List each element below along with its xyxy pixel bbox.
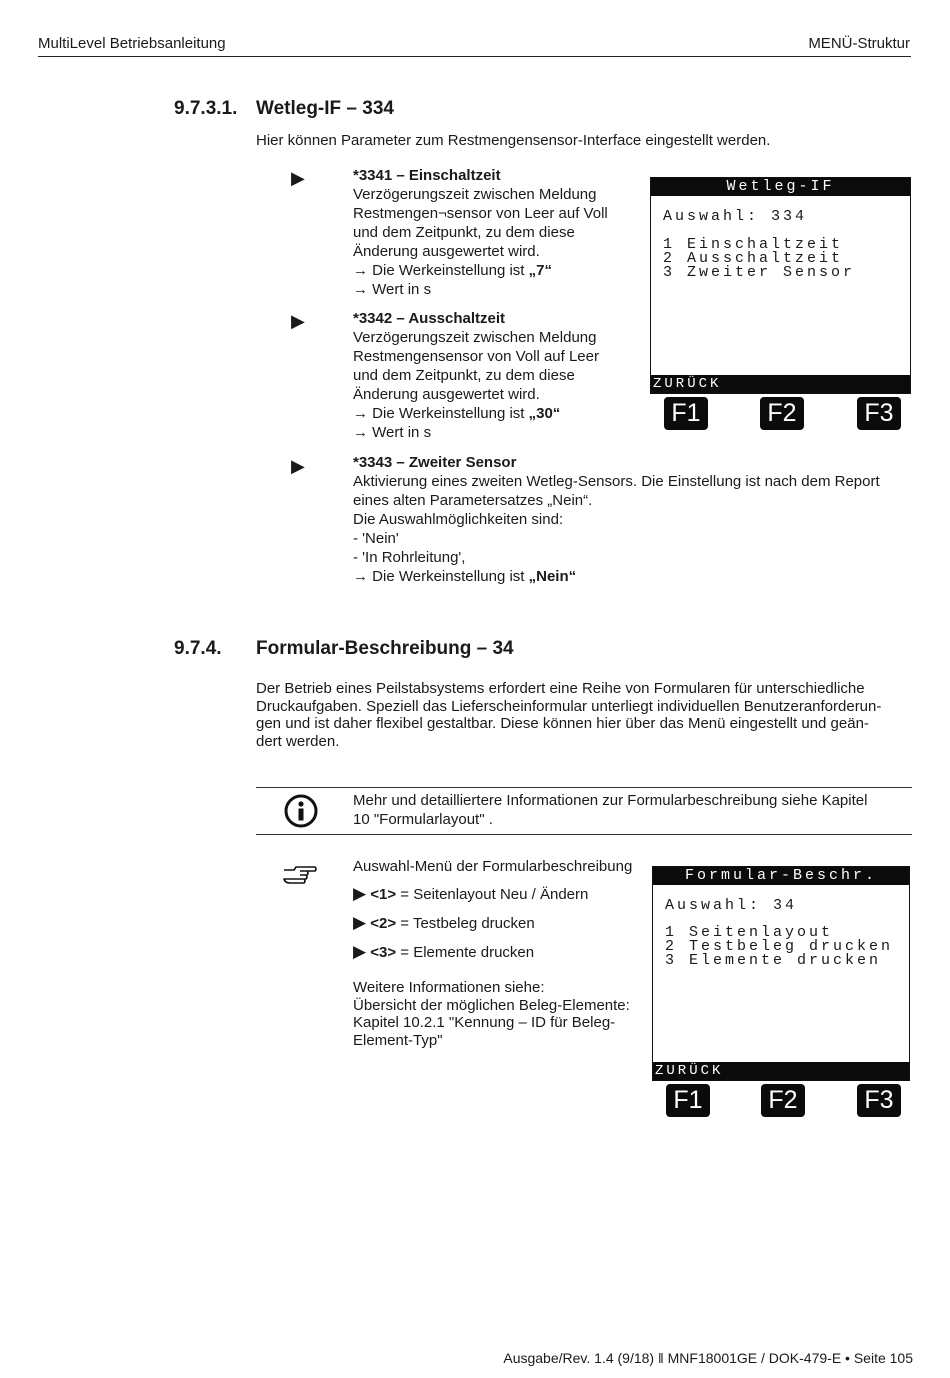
menu-text: = Testbeleg drucken	[396, 915, 535, 932]
note-line: Mehr und detailliertere Informationen zur Formularbeschreibung siehe Kapitel	[353, 792, 868, 809]
lcd-footer-back: ZURÜCK	[651, 375, 910, 393]
header-section: MENÜ-Struktur	[808, 35, 910, 52]
parameter-desc-line: Restmengen¬sensor von Leer auf Voll	[353, 205, 608, 222]
paragraph-line: dert werden.	[256, 732, 340, 750]
default-prefix: → Die Werkeinstellung ist	[353, 262, 529, 279]
menu-item	[353, 913, 535, 933]
lcd-option: 1 Seitenlayout	[665, 924, 834, 941]
parameter-item	[353, 309, 653, 442]
parameter-item	[353, 453, 913, 586]
further-info	[353, 979, 648, 1049]
menu-item	[353, 942, 534, 962]
lcd-footer-back: ZURÜCK	[653, 1062, 909, 1080]
section-paragraph	[256, 680, 916, 750]
lcd-selection: Auswahl: 334	[663, 208, 808, 225]
parameter-desc-line: - 'Nein'	[353, 530, 399, 547]
triangle-right-icon: ▶	[291, 456, 305, 476]
parameter-title: *3341 – Einschaltzeit	[353, 167, 501, 184]
lcd-option: 3 Zweiter Sensor	[663, 264, 856, 281]
parameter-desc-line: Verzögerungszeit zwischen Meldung	[353, 186, 597, 203]
info-circle-icon	[284, 794, 318, 828]
menu-key: <1>	[370, 886, 397, 903]
paragraph-line: gen und ist daher flexibel gestaltbar. Diese können hier über das Menü eingestellt und geän-	[256, 715, 869, 732]
default-prefix: → Die Werkeinstellung ist	[353, 568, 529, 585]
further-line: Kapitel 10.2.1 "Kennung – ID für Beleg-	[353, 1014, 616, 1031]
paragraph-line: Druckaufgaben. Speziell das Lieferscheinformular unterliegt individuellen Benutzeranforderun-	[256, 697, 882, 715]
default-value: „30“	[528, 405, 561, 422]
parameter-unit: → Wert in s	[353, 281, 432, 298]
parameter-item	[353, 166, 653, 299]
f2-key: F2	[761, 1084, 805, 1117]
f2-key: F2	[760, 397, 804, 430]
parameter-desc-line: Restmengensensor von Voll auf Leer	[353, 348, 599, 365]
parameter-desc-line: - 'In Rohrleitung',	[353, 549, 466, 566]
section-number: 9.7.3.1.	[174, 98, 238, 119]
section-title: Wetleg-IF – 334	[256, 98, 394, 119]
lcd-option: 2 Testbeleg drucken	[665, 938, 894, 955]
triangle-right-icon: ▶	[353, 942, 367, 961]
parameter-desc-line: Änderung ausgewertet wird.	[353, 243, 540, 260]
menu-intro: Auswahl-Menü der Formularbeschreibung	[353, 858, 633, 875]
note-bottom-rule	[256, 834, 912, 835]
menu-key: <3>	[370, 944, 397, 961]
parameter-desc-line: Die Auswahlmöglichkeiten sind:	[353, 511, 564, 528]
lcd-display	[652, 866, 910, 1081]
header-title: MultiLevel Betriebsanleitung	[38, 35, 226, 52]
lcd-option: 3 Elemente drucken	[665, 952, 882, 969]
lcd-display	[650, 177, 911, 394]
lcd-option: 2 Ausschaltzeit	[663, 250, 844, 267]
lcd-title: Wetleg-IF	[651, 178, 910, 196]
triangle-right-icon: ▶	[291, 311, 305, 331]
parameter-title: *3342 – Ausschaltzeit	[353, 310, 506, 327]
further-line: Übersicht der möglichen Beleg-Elemente:	[353, 996, 630, 1014]
triangle-right-icon: ▶	[353, 913, 367, 932]
default-prefix: → Die Werkeinstellung ist	[353, 405, 529, 422]
pointing-hand-icon	[282, 864, 318, 886]
menu-key: <2>	[370, 915, 397, 932]
note-top-rule	[256, 787, 912, 788]
default-value: „Nein“	[528, 568, 577, 585]
parameter-desc-line: Aktivierung eines zweiten Wetleg-Sensors. Die Einstellung ist nach dem Report	[353, 473, 880, 490]
parameter-title: *3343 – Zweiter Sensor	[353, 454, 517, 471]
paragraph-line: Der Betrieb eines Peilstabsystems erfordert eine Reihe von Formularen für unterschiedliche	[256, 680, 865, 697]
f3-key: F3	[857, 397, 901, 430]
parameter-desc-line: und dem Zeitpunkt, zu dem diese	[353, 367, 575, 384]
parameter-default	[353, 261, 653, 280]
triangle-right-icon: ▶	[291, 168, 305, 188]
info-note	[353, 791, 913, 829]
triangle-right-icon: ▶	[353, 884, 367, 903]
header-rule	[38, 56, 911, 57]
section-number: 9.7.4.	[174, 638, 222, 659]
further-line: Weitere Informationen siehe:	[353, 979, 545, 996]
section-intro: Hier können Parameter zum Restmengensensor-Interface eingestellt werden.	[256, 132, 771, 149]
menu-text: = Seitenlayout Neu / Ändern	[396, 886, 589, 903]
menu-item	[353, 884, 588, 904]
parameter-unit: → Wert in s	[353, 424, 432, 441]
parameter-default	[353, 404, 653, 423]
lcd-option: 1 Einschaltzeit	[663, 236, 844, 253]
default-value: „7“	[528, 262, 552, 279]
parameter-desc-line: Verzögerungszeit zwischen Meldung	[353, 329, 597, 346]
parameter-desc-line: eines alten Parametersatzes „Nein“.	[353, 492, 593, 509]
f1-key: F1	[664, 397, 708, 430]
section-title: Formular-Beschreibung – 34	[256, 638, 514, 659]
parameter-default	[353, 567, 913, 586]
note-line: 10 "Formularlayout" .	[353, 811, 493, 828]
further-line: Element-Typ"	[353, 1031, 443, 1049]
menu-text: = Elemente drucken	[396, 944, 535, 961]
page-footer: Ausgabe/Rev. 1.4 (9/18) ‖ MNF18001GE / DOK-479-E • Seite 105	[503, 1350, 913, 1366]
lcd-selection: Auswahl: 34	[665, 897, 798, 914]
lcd-title: Formular-Beschr.	[653, 867, 909, 885]
parameter-desc-line: und dem Zeitpunkt, zu dem diese	[353, 224, 575, 241]
f1-key: F1	[666, 1084, 710, 1117]
f3-key: F3	[857, 1084, 901, 1117]
parameter-desc-line: Änderung ausgewertet wird.	[353, 386, 540, 403]
